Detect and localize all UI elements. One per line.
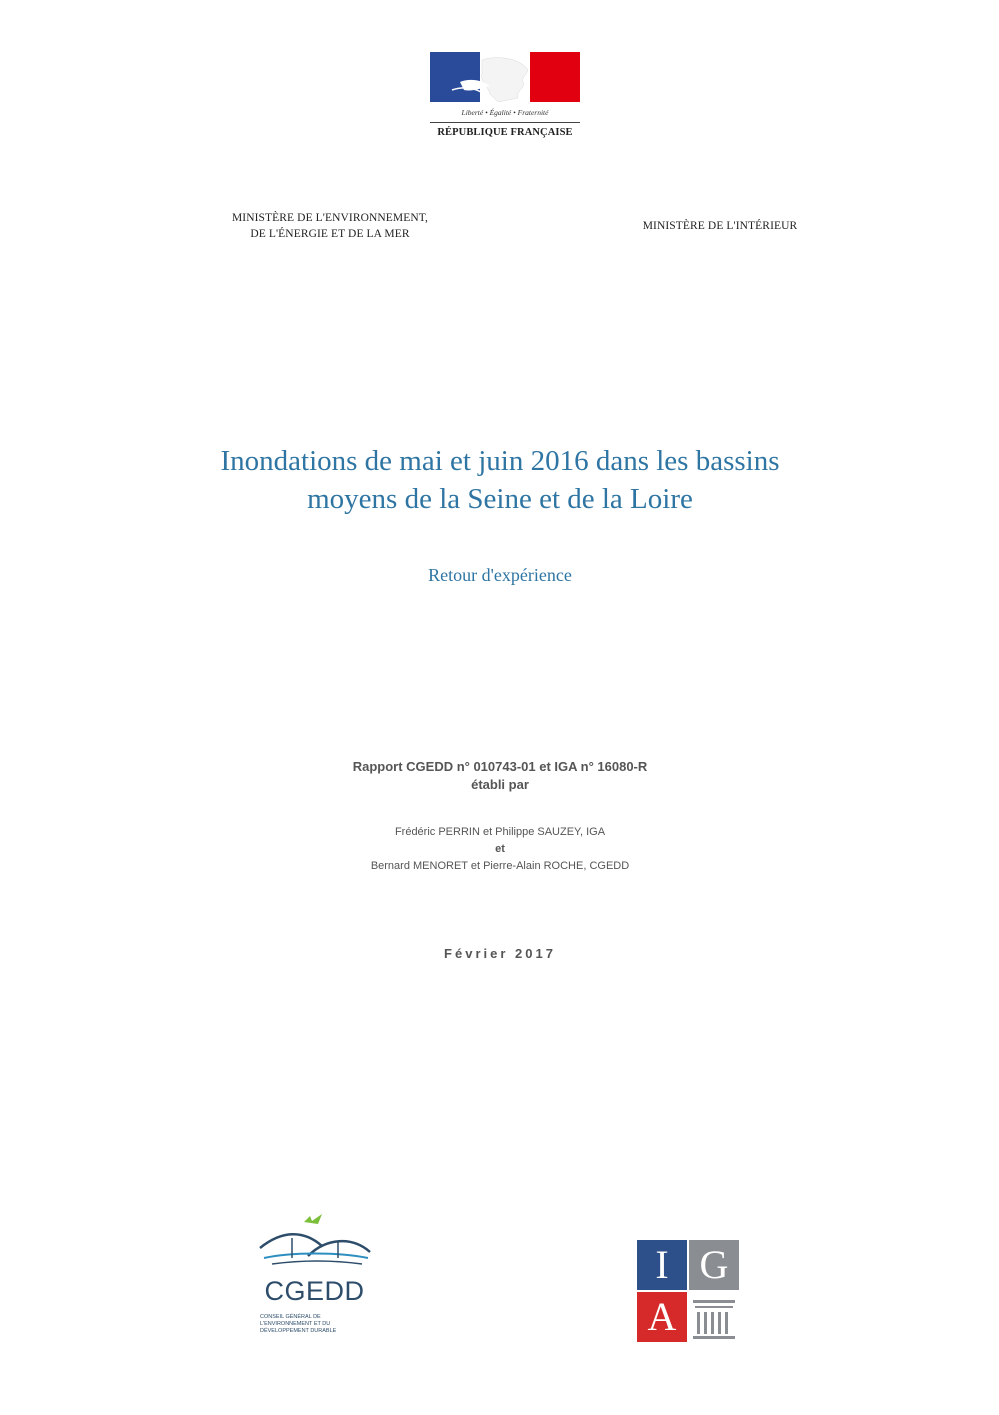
iga-letter-a: A bbox=[637, 1292, 687, 1342]
republic-motto: Liberté • Égalité • Fraternité bbox=[461, 108, 549, 117]
cgedd-subtitle-line3: DÉVELOPPEMENT DURABLE bbox=[260, 1328, 337, 1334]
report-date: Février 2017 bbox=[444, 946, 556, 961]
report-subtitle: Retour d'expérience bbox=[428, 565, 572, 585]
republic-name: RÉPUBLIQUE FRANÇAISE bbox=[430, 122, 580, 138]
iga-building-icon bbox=[689, 1292, 739, 1342]
authors-iga: Frédéric PERRIN et Philippe SAUZEY, IGA bbox=[394, 826, 606, 838]
cgedd-logo bbox=[252, 1212, 377, 1347]
cgedd-subtitle-line1: CONSEIL GÉNÉRAL DE bbox=[260, 1314, 321, 1320]
ministry-interior: MINISTÈRE DE L'INTÉRIEUR bbox=[642, 220, 798, 232]
cgedd-bridge-icon bbox=[252, 1212, 377, 1274]
iga-letter-g: G bbox=[689, 1240, 739, 1290]
cgedd-subtitle bbox=[260, 1314, 370, 1335]
report-title-line1: Inondations de mai et juin 2016 dans les bassins bbox=[220, 445, 780, 477]
cgedd-name: CGEDD bbox=[264, 1276, 365, 1306]
authors-cgedd: Bernard MENORET et Pierre-Alain ROCHE, CGEDD bbox=[370, 860, 630, 872]
report-reference-block bbox=[250, 758, 750, 794]
report-title bbox=[100, 442, 900, 518]
authors-conjunction: et bbox=[495, 843, 505, 855]
report-reference: Rapport CGEDD n° 010743-01 et IGA n° 16080-R bbox=[352, 759, 648, 774]
marianne-logo bbox=[430, 52, 580, 144]
ministry-environment-line2: DE L'ÉNERGIE ET DE LA MER bbox=[250, 228, 410, 240]
report-title-line2: moyens de la Seine et de la Loire bbox=[307, 483, 693, 515]
ministry-environment bbox=[200, 210, 460, 242]
established-by: établi par bbox=[471, 777, 529, 792]
marianne-flag-icon bbox=[430, 52, 580, 102]
cgedd-subtitle-line2: L'ENVIRONNEMENT ET DU bbox=[260, 1321, 331, 1327]
iga-logo bbox=[637, 1240, 741, 1344]
ministry-environment-line1: MINISTÈRE DE L'ENVIRONNEMENT, bbox=[231, 212, 429, 224]
authors-block bbox=[250, 824, 750, 875]
iga-letter-i: I bbox=[637, 1240, 687, 1290]
